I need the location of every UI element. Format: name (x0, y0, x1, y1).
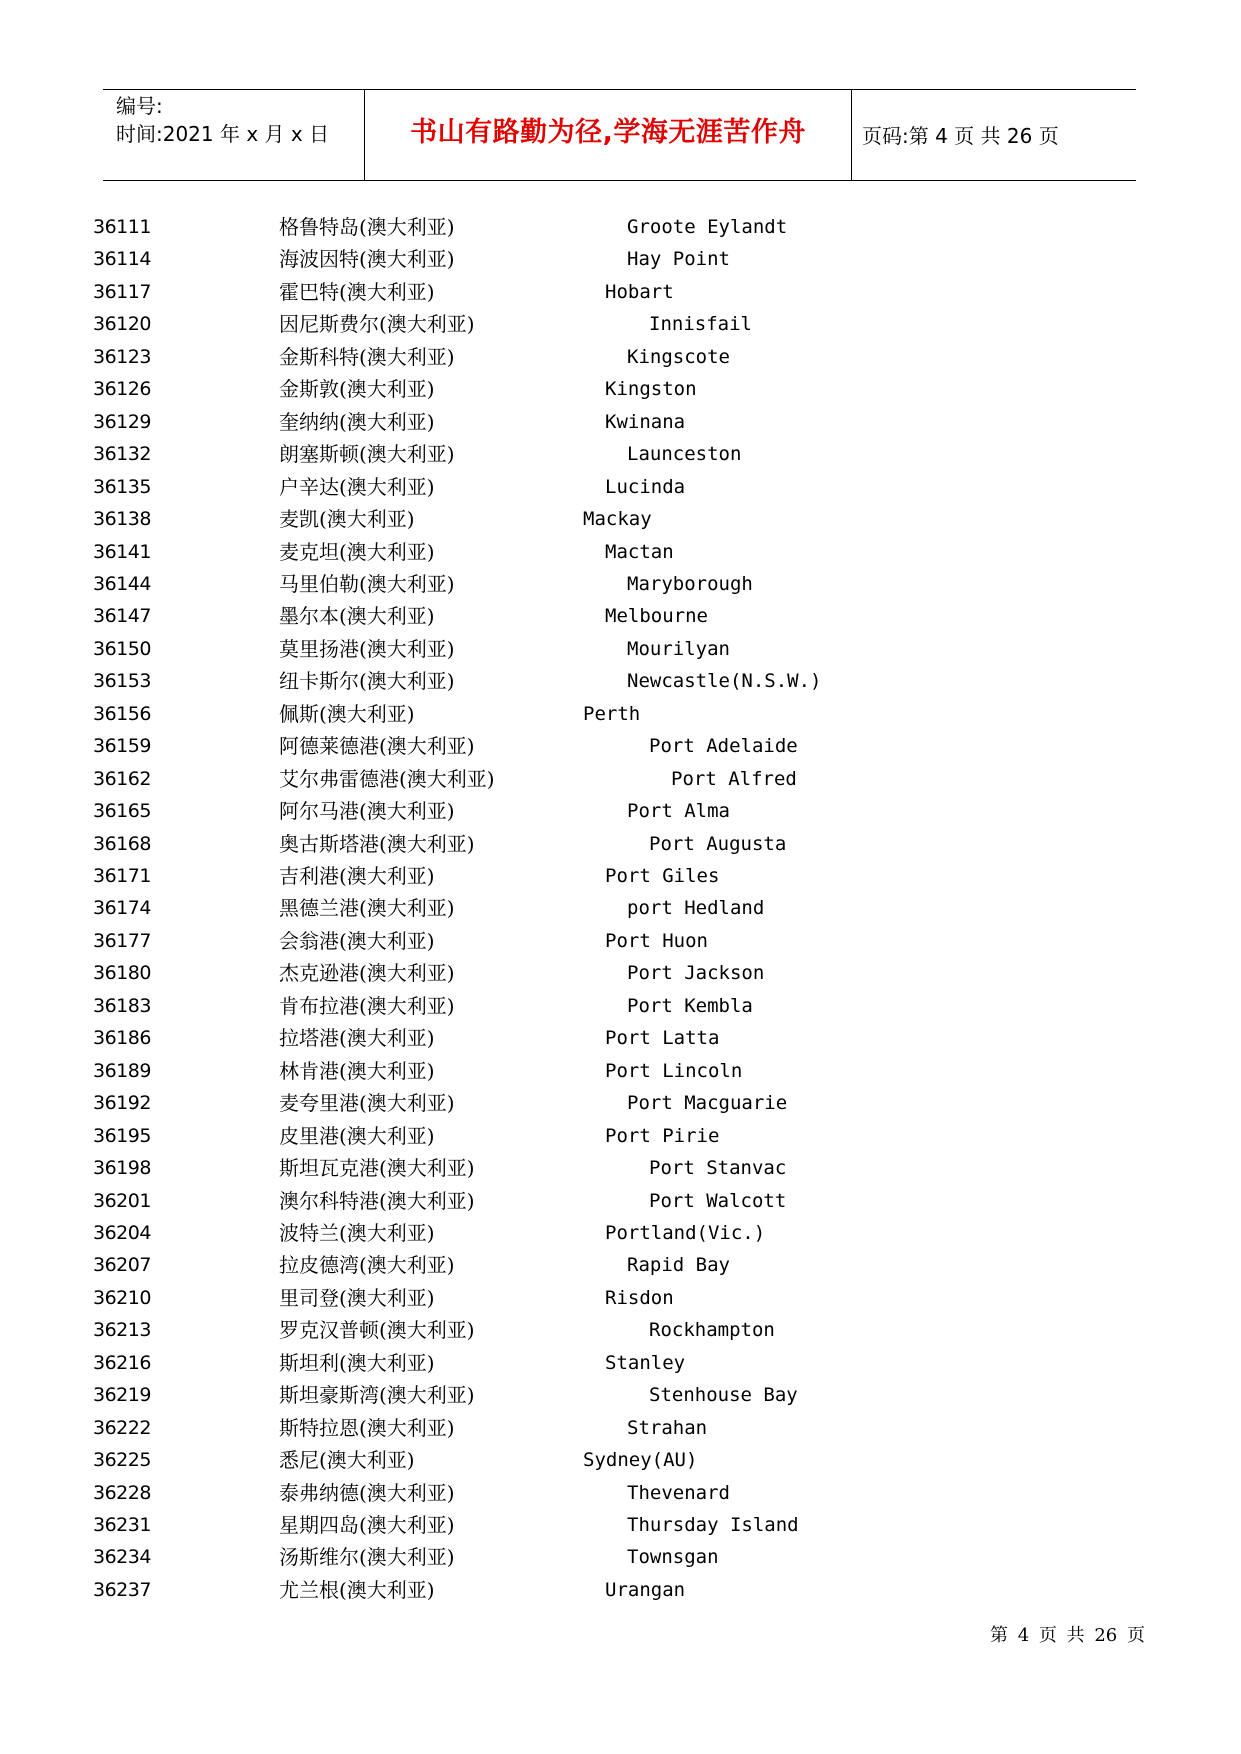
port-name-chinese: 奥古斯塔港(澳大利亚) (279, 831, 475, 856)
port-name-english: Groote Eylandt (627, 216, 788, 238)
port-code: 36216 (93, 1351, 151, 1374)
port-name-english: Launceston (627, 443, 742, 466)
port-name-english: Thevenard (627, 1481, 730, 1504)
port-code: 36201 (93, 1189, 151, 1212)
list-item (0, 1089, 1241, 1117)
port-name-english: Mactan (605, 540, 674, 563)
port-name-english: Rockhampton (649, 1319, 775, 1342)
port-name-english: port Hedland (627, 897, 765, 920)
port-name-english: Kingston (605, 378, 697, 401)
port-name-chinese: 斯坦瓦克港(澳大利亚) (279, 1156, 475, 1181)
port-name-chinese: 艾尔弗雷德港(澳大利亚) (279, 766, 495, 791)
port-name-english: Port Stanvac (649, 1157, 787, 1180)
port-name-chinese: 麦夸里港(澳大利亚) (279, 1091, 455, 1116)
port-code: 36123 (93, 345, 151, 368)
header-motto: 书山有路勤为径,学海无涯苦作舟 (410, 117, 806, 148)
port-code: 36111 (93, 216, 151, 238)
port-name-english: Strahan (627, 1416, 708, 1439)
port-name-chinese: 阿德莱德港(澳大利亚) (279, 734, 475, 759)
port-code: 36207 (93, 1254, 151, 1277)
list-item (0, 1154, 1241, 1182)
port-name-english: Port Augusta (649, 832, 787, 855)
list-item (0, 1479, 1241, 1507)
port-name-english: Port Kembla (627, 994, 753, 1017)
port-code: 36222 (93, 1416, 151, 1439)
port-name-english: Port Alfred (671, 767, 797, 790)
document-time-label: 时间:2021 年 x 月 x 日 (116, 122, 330, 146)
port-name-chinese: 莫里扬港(澳大利亚) (279, 636, 455, 661)
list-item (0, 538, 1241, 566)
list-item (0, 1511, 1241, 1539)
header-bottom-rule (103, 180, 1136, 181)
list-item (0, 1057, 1241, 1085)
port-name-english: Port Alma (627, 800, 730, 823)
list-item (0, 408, 1241, 436)
list-item (0, 1414, 1241, 1442)
list-item (0, 667, 1241, 695)
header-divider-left (364, 89, 365, 181)
port-name-english: Mackay (583, 508, 652, 531)
header-meta (116, 92, 329, 148)
port-name-english: Port Adelaide (649, 735, 798, 758)
list-item (0, 1543, 1241, 1571)
port-code: 36189 (93, 1059, 151, 1082)
list-item (0, 505, 1241, 533)
port-name-chinese: 因尼斯费尔(澳大利亚) (279, 312, 475, 337)
port-name-chinese: 海波因特(澳大利亚) (279, 247, 455, 272)
list-item (0, 310, 1241, 338)
port-name-chinese: 尤兰根(澳大利亚) (279, 1577, 435, 1602)
port-name-chinese: 斯坦利(澳大利亚) (279, 1350, 435, 1375)
port-code: 36192 (93, 1092, 151, 1115)
port-name-chinese: 吉利港(澳大利亚) (279, 864, 435, 888)
port-name-chinese: 澳尔科特港(澳大利亚) (279, 1188, 475, 1213)
document-number-label: 编号: (116, 94, 163, 118)
list-item (0, 959, 1241, 987)
port-name-chinese: 汤斯维尔(澳大利亚) (279, 1545, 455, 1570)
port-code: 36135 (93, 475, 151, 498)
port-name-english: Port Walcott (649, 1189, 787, 1212)
port-code: 36198 (93, 1157, 151, 1180)
port-name-english: Rapid Bay (627, 1254, 730, 1277)
list-item (0, 927, 1241, 955)
port-name-chinese: 星期四岛(澳大利亚) (279, 1513, 455, 1537)
list-item (0, 1251, 1241, 1279)
port-name-chinese: 朗塞斯顿(澳大利亚) (279, 442, 455, 467)
header-page-indicator: 页码:第 4 页 共 26 页 (862, 124, 1059, 148)
port-name-chinese: 拉塔港(澳大利亚) (279, 1026, 435, 1051)
port-code: 36180 (93, 962, 151, 985)
port-name-english: Port Latta (605, 1027, 720, 1050)
port-name-chinese: 墨尔本(澳大利亚) (279, 604, 435, 629)
list-item (0, 375, 1241, 403)
port-code: 36144 (93, 572, 151, 595)
list-item (0, 1219, 1241, 1247)
port-name-english: Maryborough (627, 572, 753, 595)
port-name-chinese: 波特兰(澳大利亚) (279, 1220, 435, 1245)
header-divider-right (851, 89, 852, 181)
port-name-english: Port Jackson (627, 962, 765, 985)
list-item (0, 1576, 1241, 1604)
port-name-english: Thursday Island (627, 1514, 799, 1536)
port-code: 36225 (93, 1449, 151, 1472)
port-name-english: Port Macguarie (627, 1092, 788, 1115)
port-name-chinese: 麦克坦(澳大利亚) (279, 539, 435, 564)
list-item (0, 1316, 1241, 1344)
port-name-chinese: 斯坦豪斯湾(澳大利亚) (279, 1383, 475, 1408)
port-name-chinese: 里司登(澳大利亚) (279, 1285, 435, 1310)
port-code: 36138 (93, 508, 151, 531)
port-name-english: Kwinana (605, 410, 686, 433)
port-name-chinese: 斯特拉恩(澳大利亚) (279, 1415, 455, 1440)
list-item (0, 213, 1241, 241)
port-code: 36210 (93, 1286, 151, 1309)
port-name-english: Mourilyan (627, 637, 730, 660)
port-code: 36174 (93, 897, 151, 920)
port-name-chinese: 悉尼(澳大利亚) (279, 1448, 415, 1473)
port-code: 36162 (93, 767, 151, 790)
port-code: 36204 (93, 1221, 151, 1244)
port-name-english: Port Huon (605, 929, 708, 952)
port-name-english: Port Pirie (605, 1124, 720, 1147)
port-name-english: Risdon (605, 1286, 674, 1309)
list-item (0, 1446, 1241, 1474)
port-code: 36120 (93, 313, 151, 336)
port-name-chinese: 阿尔马港(澳大利亚) (279, 799, 455, 824)
port-name-chinese: 纽卡斯尔(澳大利亚) (279, 669, 455, 694)
port-name-english: Hobart (605, 280, 674, 303)
port-name-chinese: 金斯敦(澳大利亚) (279, 377, 435, 402)
port-name-english: Portland(Vic.) (605, 1221, 766, 1244)
port-code: 36228 (93, 1481, 151, 1504)
list-item (0, 278, 1241, 306)
port-code: 36129 (93, 410, 151, 433)
port-name-english: Newcastle(N.S.W.) (627, 670, 822, 693)
list-item (0, 602, 1241, 630)
port-name-chinese: 霍巴特(澳大利亚) (279, 279, 435, 304)
list-item (0, 830, 1241, 858)
port-code: 36159 (93, 735, 151, 758)
port-code: 36186 (93, 1027, 151, 1050)
port-name-chinese: 林肯港(澳大利亚) (279, 1058, 435, 1083)
port-name-chinese: 户辛达(澳大利亚) (279, 474, 435, 499)
header-top-rule (103, 89, 1136, 90)
port-code: 36231 (93, 1514, 151, 1536)
list-item (0, 440, 1241, 468)
port-code: 36114 (93, 248, 151, 271)
port-name-chinese: 佩斯(澳大利亚) (279, 701, 415, 726)
port-name-chinese: 肯布拉港(澳大利亚) (279, 993, 455, 1018)
port-code: 36132 (93, 443, 151, 466)
port-code: 36147 (93, 605, 151, 628)
list-item (0, 1187, 1241, 1215)
list-item (0, 1381, 1241, 1409)
port-code: 36150 (93, 637, 151, 660)
port-code: 36141 (93, 540, 151, 563)
port-code: 36234 (93, 1546, 151, 1569)
port-code: 36168 (93, 832, 151, 855)
port-name-chinese: 杰克逊港(澳大利亚) (279, 961, 455, 986)
list-item (0, 894, 1241, 922)
port-name-chinese: 马里伯勒(澳大利亚) (279, 571, 455, 596)
port-code: 36183 (93, 994, 151, 1017)
port-code: 36165 (93, 800, 151, 823)
port-name-english: Urangan (605, 1578, 686, 1601)
page-footer: 第 4 页 共 26 页 (990, 1625, 1145, 1646)
list-item (0, 1349, 1241, 1377)
port-name-english: Lucinda (605, 475, 686, 498)
list-item (0, 635, 1241, 663)
port-code: 36156 (93, 702, 151, 725)
port-name-chinese: 麦凯(澳大利亚) (279, 507, 415, 532)
port-name-chinese: 金斯科特(澳大利亚) (279, 344, 455, 369)
port-code: 36126 (93, 378, 151, 401)
port-name-chinese: 拉皮德湾(澳大利亚) (279, 1253, 455, 1278)
port-name-chinese: 奎纳纳(澳大利亚) (279, 409, 435, 434)
port-code: 36213 (93, 1319, 151, 1342)
port-name-english: Townsgan (627, 1546, 719, 1569)
list-item (0, 797, 1241, 825)
list-item (0, 765, 1241, 793)
port-code: 36237 (93, 1578, 151, 1601)
port-name-chinese: 会翁港(澳大利亚) (279, 928, 435, 953)
port-name-chinese: 格鲁特岛(澳大利亚) (279, 215, 455, 239)
port-code: 36117 (93, 280, 151, 303)
port-name-english: Innisfail (649, 313, 752, 336)
port-code: 36177 (93, 929, 151, 952)
port-name-chinese: 黑德兰港(澳大利亚) (279, 896, 455, 921)
port-name-english: Stenhouse Bay (649, 1384, 798, 1407)
port-name-english: Stanley (605, 1351, 686, 1374)
port-name-english: Sydney(AU) (583, 1449, 698, 1472)
port-name-english: Hay Point (627, 248, 730, 271)
port-name-english: Perth (583, 702, 641, 725)
port-name-english: Port Lincoln (605, 1059, 743, 1082)
port-code: 36219 (93, 1384, 151, 1407)
list-item (0, 732, 1241, 760)
list-item (0, 245, 1241, 273)
port-name-english: Kingscote (627, 345, 730, 368)
port-name-english: Melbourne (605, 605, 708, 628)
port-code: 36195 (93, 1124, 151, 1147)
list-item (0, 343, 1241, 371)
list-item (0, 1122, 1241, 1150)
list-item (0, 570, 1241, 598)
list-item (0, 700, 1241, 728)
port-name-chinese: 罗克汉普顿(澳大利亚) (279, 1318, 475, 1343)
port-code: 36171 (93, 865, 151, 887)
port-name-chinese: 皮里港(澳大利亚) (279, 1123, 435, 1148)
list-item (0, 862, 1241, 890)
list-item (0, 992, 1241, 1020)
list-item (0, 1284, 1241, 1312)
port-name-english: Port Giles (605, 865, 720, 887)
port-code: 36153 (93, 670, 151, 693)
list-item (0, 473, 1241, 501)
list-item (0, 1024, 1241, 1052)
port-name-chinese: 泰弗纳德(澳大利亚) (279, 1480, 455, 1505)
